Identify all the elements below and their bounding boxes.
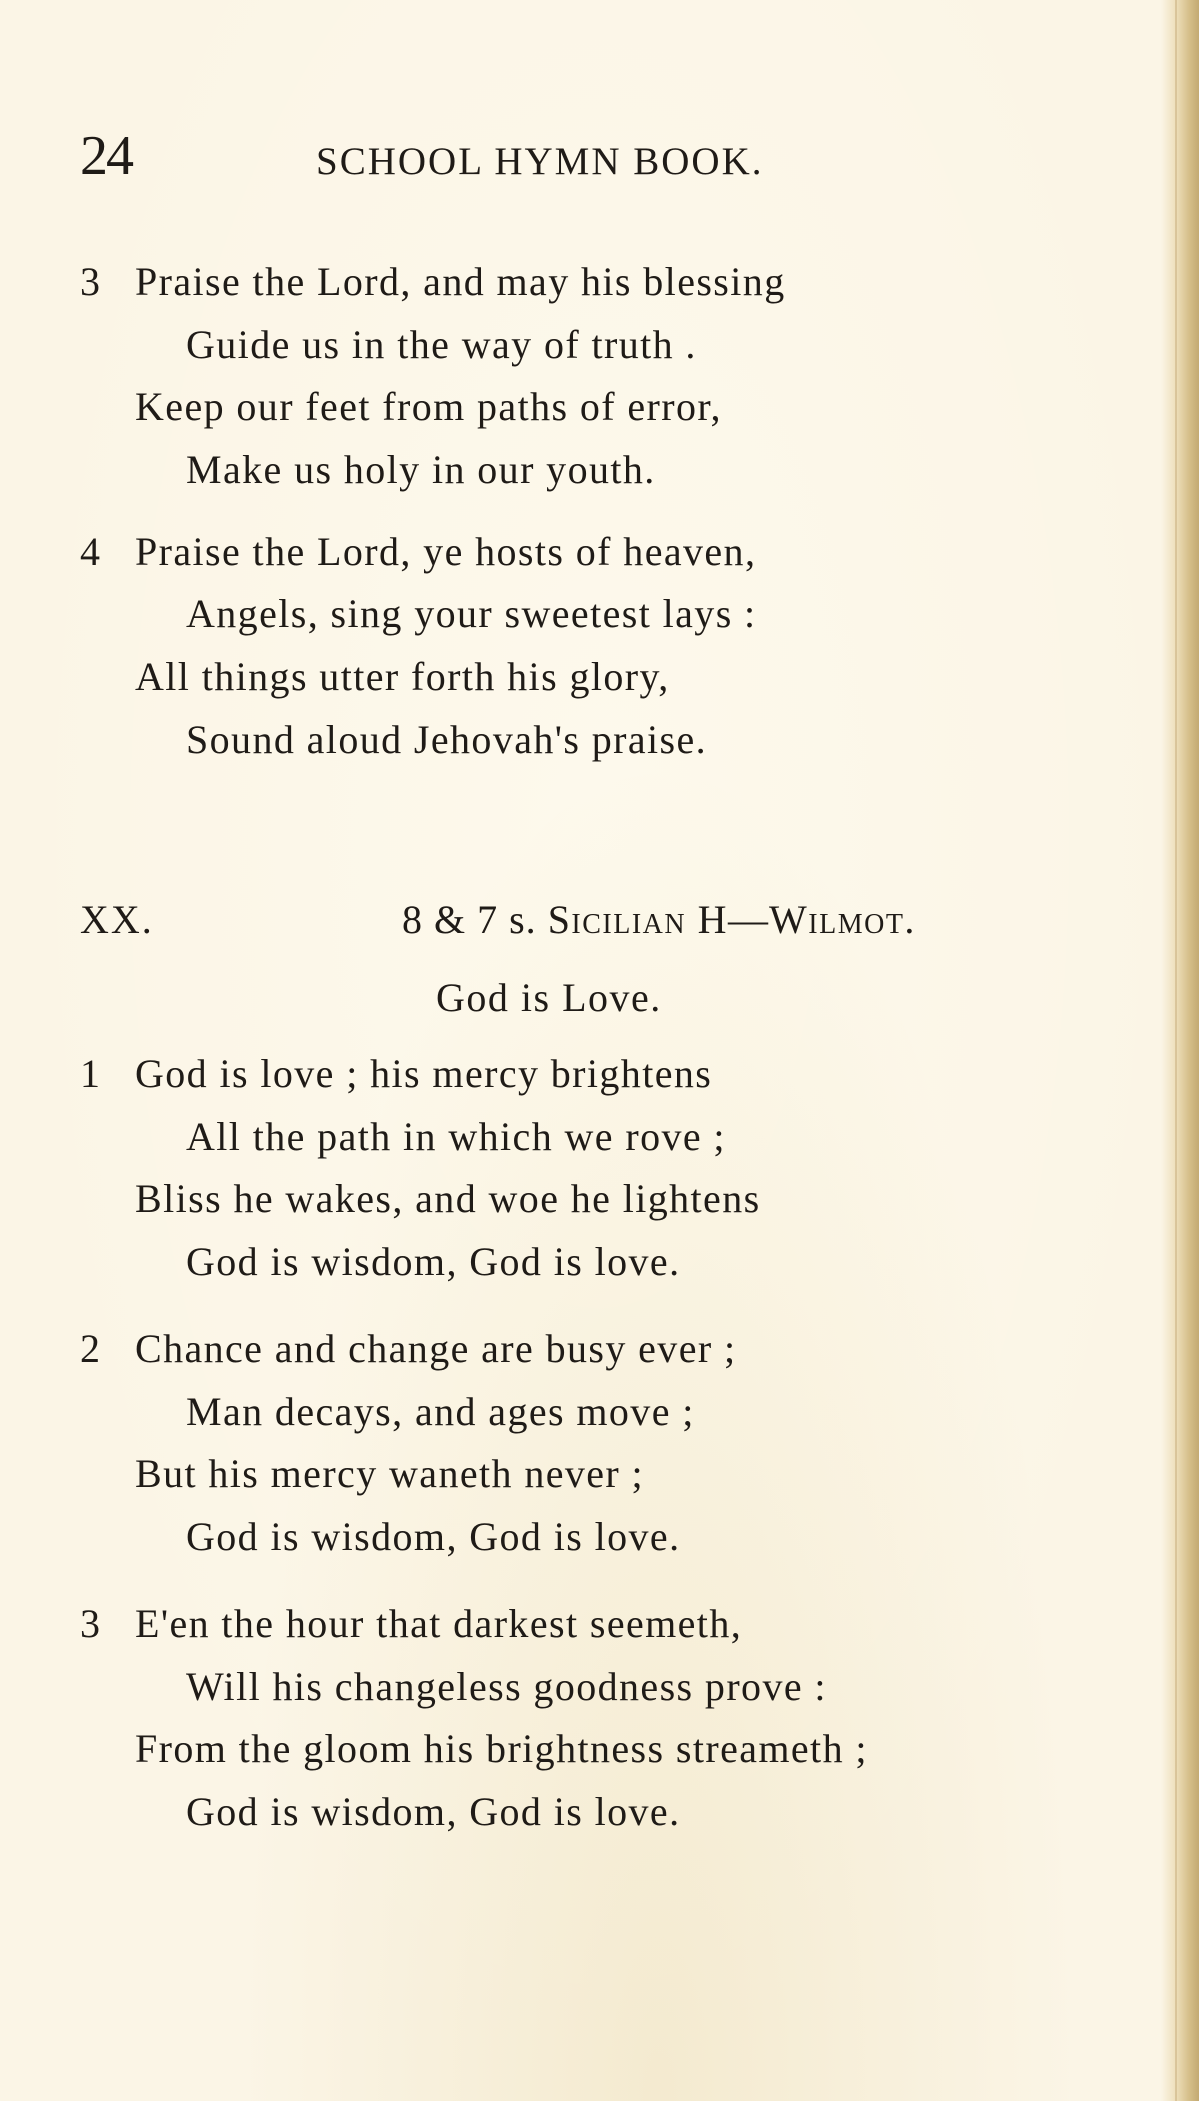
page-header xyxy=(80,125,1140,188)
hymn-dash: — xyxy=(728,897,770,942)
verse-line: Angels, sing your sweetest lays : xyxy=(186,591,757,636)
verse-line: Guide us in the way of truth . xyxy=(186,322,697,367)
page-edge-shading xyxy=(1161,0,1199,2101)
verse-line: God is wisdom, God is love. xyxy=(186,1514,681,1559)
verse-line: E'en the hour that darkest seemeth, xyxy=(135,1601,743,1646)
hymn-number: XX. xyxy=(80,897,154,942)
verse-line: Praise the Lord, ye hosts of heaven, xyxy=(135,529,757,574)
running-head: SCHOOL HYMN BOOK. xyxy=(316,140,764,183)
verse-line: From the gloom his brightness streameth ; xyxy=(135,1726,868,1771)
verse-line: Sound aloud Jehovah's praise. xyxy=(186,717,708,762)
hymn-composer: Wilmot. xyxy=(769,897,916,942)
verse-line: Man decays, and ages move ; xyxy=(186,1389,695,1434)
stanza-number: 4 xyxy=(80,529,100,574)
hymn-title: God is Love. xyxy=(436,975,662,1020)
verse-line: All the path in which we rove ; xyxy=(186,1114,726,1159)
verse-line: God is wisdom, God is love. xyxy=(186,1789,681,1834)
page-number: 24 xyxy=(80,125,132,187)
hymn-meter: 8 & 7 s. xyxy=(402,897,537,942)
verse-line: Chance and change are busy ever ; xyxy=(135,1326,737,1371)
verse-line: Make us holy in our youth. xyxy=(186,447,656,492)
page-edge-line xyxy=(1175,0,1177,2101)
hymn-meter-line xyxy=(402,896,916,944)
stanza-number: 3 xyxy=(80,259,100,304)
stanza-number: 3 xyxy=(80,1601,100,1646)
verse-line: God is wisdom, God is love. xyxy=(186,1239,681,1284)
verse-line: Praise the Lord, and may his blessing xyxy=(135,259,786,304)
verse-line: Keep our feet from paths of error, xyxy=(135,384,722,429)
verse-line: God is love ; his mercy brightens xyxy=(135,1051,713,1096)
verse-line: All things utter forth his glory, xyxy=(135,654,670,699)
stanza-number: 1 xyxy=(80,1051,100,1096)
verse-line: But his mercy waneth never ; xyxy=(135,1451,645,1496)
stanza-number: 2 xyxy=(80,1326,100,1371)
verse-line: Will his changeless goodness prove : xyxy=(186,1664,827,1709)
hymn-tune: Sicilian H xyxy=(547,897,729,942)
verse-line: Bliss he wakes, and woe he lightens xyxy=(135,1176,761,1221)
